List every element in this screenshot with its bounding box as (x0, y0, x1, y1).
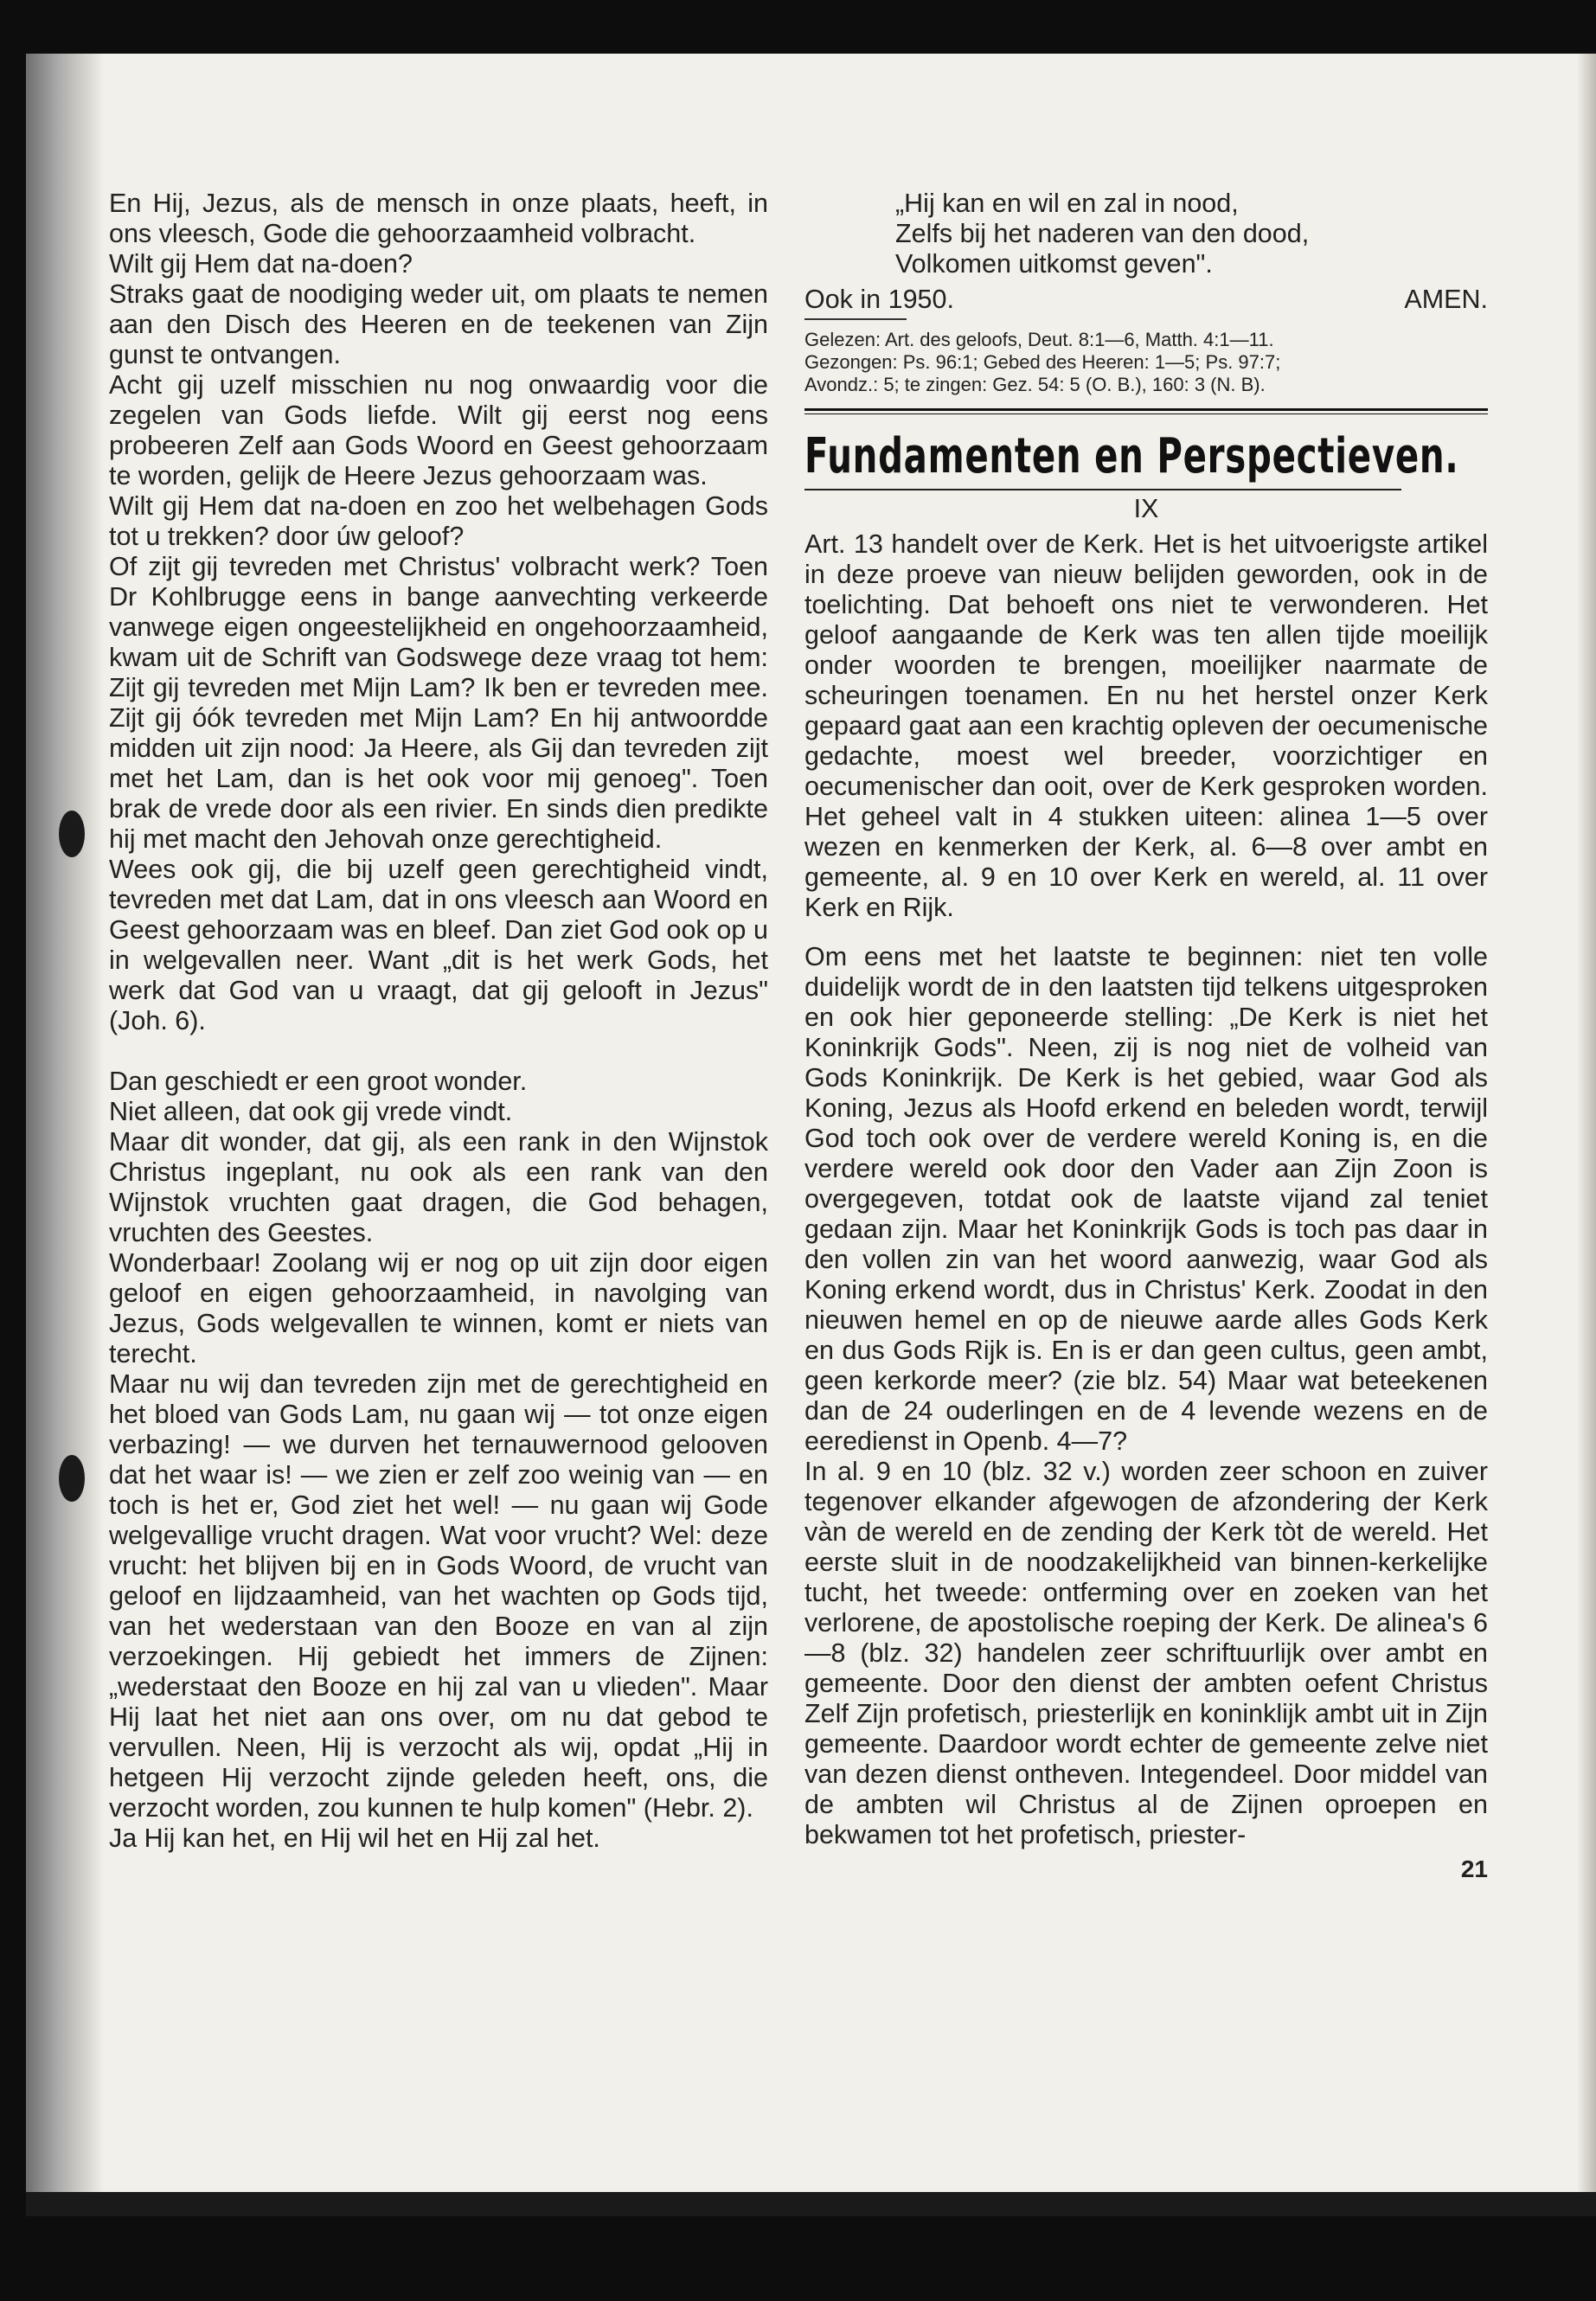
closing-amen: AMEN. (1404, 285, 1488, 314)
punch-hole (59, 811, 85, 857)
paragraph: Straks gaat de noodiging weder uit, om plaats te nemen aan den Disch des Heeren en de teekenen van Zijn gunst te ontvangen. (109, 279, 768, 369)
poem-line: Zelfs bij het naderen van den dood, (895, 219, 1310, 248)
page-edge (1577, 54, 1596, 2216)
closing-date: Ook in 1950. (804, 285, 954, 314)
paragraph: En Hij, Jezus, als de mensch in onze plaats, heeft, in ons vleesch, Gode die gehoorzaamheid volbracht. (109, 189, 768, 248)
paragraph: Wilt gij Hem dat na-doen? (109, 249, 413, 279)
bottom-shadow-band (26, 2192, 1596, 2216)
paragraph: Maar dit wonder, dat gij, als een rank in den Wijnstok Christus ingeplant, nu ook als een rank van den Wijnstok vruchten gaat dragen, die God behagen, vruchten des Geestes. (109, 1127, 768, 1247)
paragraph: Maar nu wij dan tevreden zijn met de gerechtigheid en het bloed van Gods Lam, nu gaan wij — tot onze eigen verbazing! — we durven het ternauwernood gelooven dat het waar is! — we zien er zelf zoo weinig van — en toch is het er, God ziet het wel! — nu gaan wij Gode welgevallige vrucht dragen. Wat voor vrucht? Wel: deze vrucht: het blijven bij en in Gods Woord, de vrucht van geloof en lijdzaamheid, van het wachten op Gods tijd, van het wederstaan van den Booze en van al zijn verzoekingen. Hij gebiedt het immers de Zijnen: „wederstaat den Booze en hij zal van u vlieden". Maar Hij laat het niet aan ons over, om nu dat gebod te vervullen. Neen, Hij is verzocht als wij, opdat „Hij in hetgeen Hij verzocht zijnde geleden heeft, ons, die verzocht worden, zou kunnen te hulp komen" (Hebr. 2). (109, 1369, 768, 1823)
readings-note (804, 329, 1488, 396)
paragraph-gap (804, 923, 1488, 942)
short-divider (804, 318, 907, 320)
paragraph: Of zijt gij tevreden met Christus' volbracht werk? Toen Dr Kohlbrugge eens in bange aanvechting verkeerde vanwege eigen ongeestelijkheid en ongehoorzaamheid, kwam uit de Schrift van Godswege deze vraag tot hem: Zijt gij tevreden met Mijn Lam? Ik ben er tevreden mee. Zijt gij óók tevreden met Mijn Lam? En hij antwoordde midden uit zijn nood: Ja Heere, als Gij dan tevreden zijt met het Lam, dan is het ook voor mij genoeg". Toen brak de vrede door als een rivier. En sinds dien predikte hij met macht den Jehovah onze gerechtigheid. (109, 552, 768, 854)
sermon-closing (804, 285, 1488, 315)
section-number: IX (1133, 494, 1159, 523)
page-number: 21 (1460, 1856, 1488, 1882)
paragraph: Om eens met het laatste te beginnen: niet ten volle duidelijk wordt de in den laatsten tijd telkens uitgesproken en ook hier geponeerde stelling: „De Kerk is niet het Koninkrijk Gods". Neen, zij is nog niet de volheid van Gods Koninkrijk. De Kerk is het gebied, waar God als Koning, Jezus als Hoofd erkend en beleden wordt, terwijl God toch ook over de verdere wereld Koning is, en die verdere wereld ook door den Vader aan Zijn Zoon is overgegeven, totdat ook de laatste vijand zal teniet gedaan zijn. Maar het Koninkrijk Gods is toch pas daar in den vollen zin van het woord aanwezig, waar God als Koning erkend wordt, dus in Christus' Kerk. Zoodat in den nieuwen hemel en op de nieuwe aarde alles Gods Kerk en dus Gods Rijk is. En is er dan geen cultus, geen ambt, geen kerkorde meer? (zie blz. 54) Maar wat beteekenen dan de 24 ouderlingen en de 4 levende wezens en de eeredienst in Openb. 4—7? (804, 942, 1488, 1456)
paragraph: Dan geschiedt er een groot wonder. (109, 1067, 528, 1096)
readings-line: Gelezen: Art. des geloofs, Deut. 8:1—6, Matth. 4:1—11. (804, 329, 1274, 350)
right-column (804, 189, 1488, 1884)
readings-line: Avondz.: 5; te zingen: Gez. 54: 5 (O. B.), 160: 3 (N. B). (804, 374, 1266, 395)
paragraph: In al. 9 en 10 (blz. 32 v.) worden zeer schoon en zuiver tegenover elkander afgewogen de afzondering der Kerk vàn de wereld en de zending der Kerk tòt de wereld. Het eerste sluit in de noodzakelijkheid van binnen-kerkelijke tucht, het tweede: ontferming over en zoeken van het verlorene, de apostolische roeping der Kerk. De alinea's 6—8 (blz. 32) handelen zeer schriftuurlijk over ambt en gemeente. Door den dienst der ambten oefent Christus Zelf Zijn profetisch, priesterlijk en koninklijk ambt uit in Zijn gemeente. Daardoor wordt echter de gemeente zelve niet van dezen dienst ontheven. Integendeel. Door middel van de ambten wil Christus al de Zijnen oproepen en bekwamen tot het profetisch, priester- (804, 1457, 1488, 1849)
section-divider (804, 408, 1488, 414)
paragraph: Wonderbaar! Zoolang wij er nog op uit zijn door eigen geloof en eigen gehoorzaamheid, in navolging van Jezus, Gods welgevallen te winnen, komt er niets van terecht. (109, 1248, 768, 1368)
title-underline (804, 489, 1401, 490)
poem-line: „Hij kan en wil en zal in nood, (895, 189, 1239, 218)
paragraph: Wees ook gij, die bij uzelf geen gerechtigheid vindt, tevreden met dat Lam, dat in ons vleesch aan Woord en Geest gehoorzaam was en bleef. Dan ziet God ook op u in welgevallen neer. Want „dit is het werk Gods, het werk dat God van u vraagt, dat gij gelooft in Jezus" (Joh. 6). (109, 855, 768, 1035)
section-title: Fundamenten en Perspectieven. (804, 428, 1459, 484)
poem-line: Volkomen uitkomst geven". (895, 249, 1213, 279)
punch-hole (59, 1455, 85, 1502)
paragraph: Niet alleen, dat ook gij vrede vindt. (109, 1097, 513, 1126)
paragraph: Wilt gij Hem dat na-doen en zoo het welbehagen Gods tot u trekken? door úw geloof? (109, 491, 768, 551)
binding-spine (26, 54, 104, 2216)
left-column (109, 189, 768, 1854)
magazine-page (26, 54, 1596, 2216)
paragraph-gap (109, 1036, 768, 1067)
readings-line: Gezongen: Ps. 96:1; Gebed des Heeren: 1—5; Ps. 97:7; (804, 351, 1281, 373)
paragraph: Acht gij uzelf misschien nu nog onwaardig voor die zegelen van Gods liefde. Wilt gij eerst nog eens probeeren Zelf aan Gods Woord en Geest gehoorzaam te worden, gelijk de Heere Jezus gehoorzaam was. (109, 370, 768, 490)
paragraph: Art. 13 handelt over de Kerk. Het is het uitvoerigste artikel in deze proeve van nieuw belijden geworden, ook in de toelichting. Dat behoeft ons niet te verwonderen. Het geloof aangaande de Kerk was ten allen tijde moeilijk onder woorden te brengen, moeilijker naarmate de scheuringen toenamen. En nu het herstel onzer Kerk gepaard gaat aan een krachtig opleven der oecumenische gedachte, moest wel breeder, voorzichtiger en oecumenischer dan ooit, over de Kerk gesproken worden. Het geheel valt in 4 stukken uiteen: alinea 1—5 over wezen en kenmerken der Kerk, al. 6—8 over ambt en gemeente, al. 9 en 10 over Kerk en wereld, al. 11 over Kerk en Rijk. (804, 529, 1488, 922)
paragraph: Ja Hij kan het, en Hij wil het en Hij zal het. (109, 1823, 600, 1853)
poem-quote (804, 189, 1488, 279)
